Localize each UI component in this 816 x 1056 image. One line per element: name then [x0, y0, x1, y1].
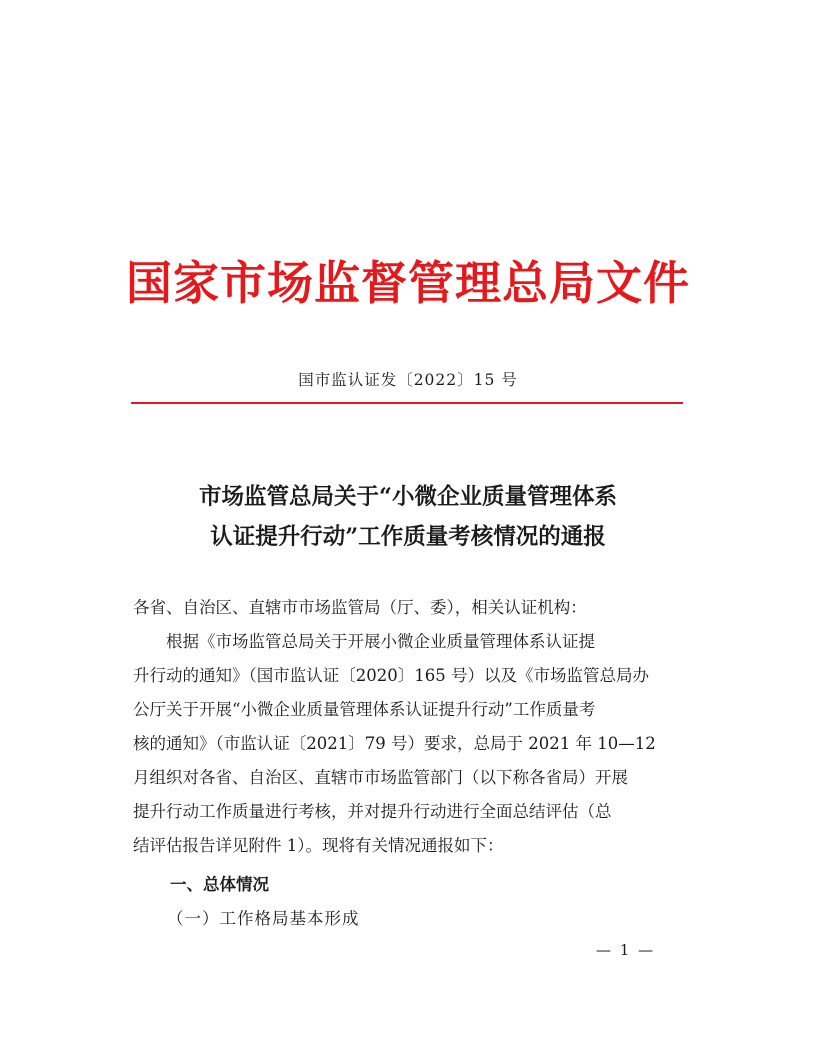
document-number: 国市监认证发〔2022〕15 号 [298, 371, 518, 389]
body-line: 根据《市场监管总局关于开展小微企业质量管理体系认证提 [133, 632, 595, 651]
subsection-heading: （一）工作格局基本形成 [167, 909, 360, 928]
red-divider-rule [131, 402, 683, 404]
page-number: — 1 — [596, 941, 656, 959]
notice-title-line-1: 市场监管总局关于“小微企业质量管理体系 [199, 484, 617, 510]
body-line: 公厅关于开展“小微企业质量管理体系认证提升行动”工作质量考 [133, 700, 596, 719]
salutation: 各省、自治区、直辖市市场监管局（厅、委），相关认证机构： [133, 598, 587, 617]
document-masthead: 国家市场监督管理总局文件 [126, 256, 690, 310]
body-line: 提升行动工作质量进行考核，并对提升行动进行全面总结评估（总 [133, 802, 612, 821]
body-line: 核的通知》（市监认证〔2021〕79 号）要求，总局于 2021 年 10—12 [133, 734, 656, 753]
notice-title-line-2: 认证提升行动”工作质量考核情况的通报 [210, 524, 606, 550]
body-line: 结评估报告详见附件 1）。现将有关情况通报如下： [133, 836, 504, 855]
body-line: 升行动的通知》（国市监认证〔2020〕165 号）以及《市场监管总局办 [133, 666, 649, 685]
body-line: 月组织对各省、自治区、直辖市市场监管部门（以下称各省局）开展 [133, 768, 628, 787]
section-heading: 一、总体情况 [170, 875, 269, 894]
